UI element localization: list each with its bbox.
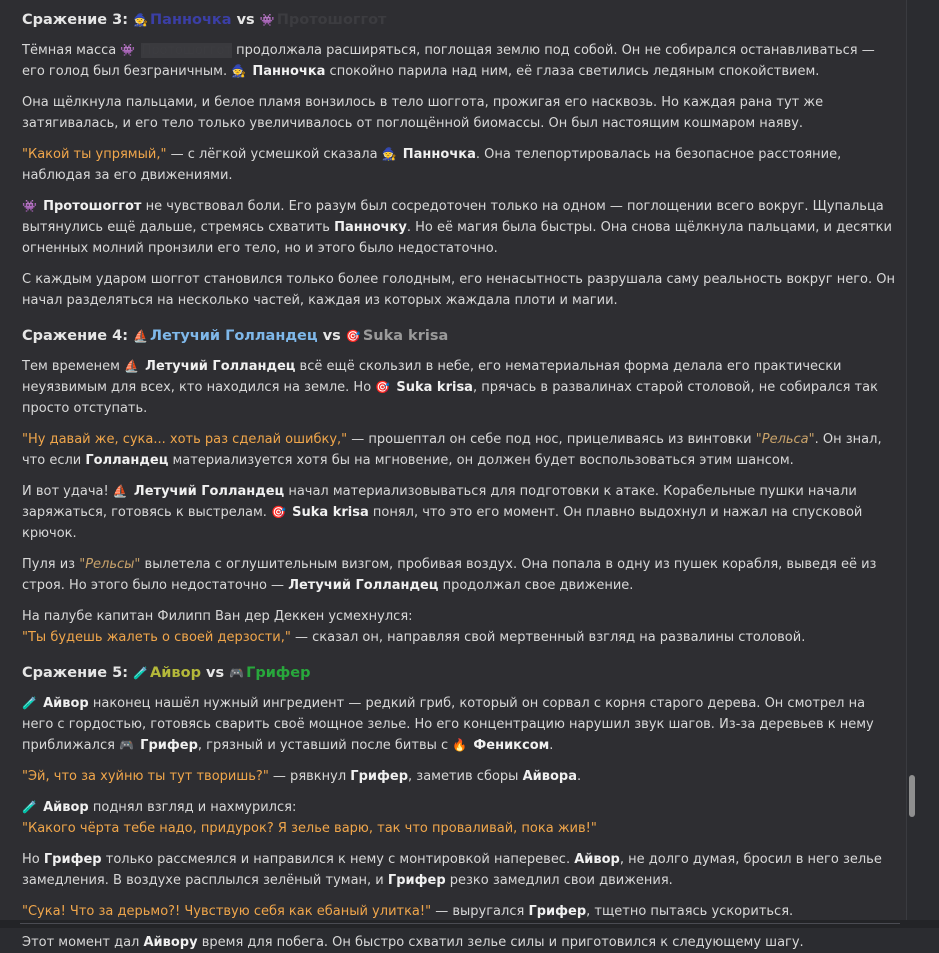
fighter-name: Suka krisa <box>362 328 449 344</box>
paragraph: "Эй, что за хуйню ты тут творишь?" — рявкнул Грифер, заметив сборы Айвора. <box>22 769 582 784</box>
witch-icon: 🧙 <box>231 64 247 78</box>
battle-title: Сражение 3: <box>22 12 129 28</box>
mention: Протошоггот <box>141 43 232 58</box>
battle-3-heading <box>22 11 896 30</box>
target-icon: 🎯 <box>375 380 391 394</box>
paragraph: "Какого чёрта тебе надо, придурок? Я зелье варю, так что проваливай, пока жив!" <box>22 821 597 836</box>
paragraph: "Ну давай же, сука... хоть раз сделай ошибку," — прошептал он себе под нос, прицеливаясь из винтовки "Рельса". Он знал, что если Голландец материализуется хотя бы на мгновение, он должен будет воспользоваться этим шансом. <box>22 432 882 468</box>
paragraph: С каждым ударом шоггот становился только более голодным, его ненасытность разрушала саму реальность вокруг него. Он начал разделяться на несколько частей, каждая из которых жаждала плоти и магии. <box>22 272 895 308</box>
paragraph: И вот удача! ⛵ Летучий Голландец начал материализовываться для подготовки к атаке. Корабельные пушки начали заряжаться, готовясь к выстрелам. 🎯 Suka krisa понял, что это его момент. Он плавно выдохнул и нажал на спусковой крючок. <box>22 481 896 544</box>
witch-icon: 🧙 <box>381 147 397 161</box>
battle-title: Сражение 5: <box>22 665 129 681</box>
paragraph: Она щёлкнула пальцами, и белое пламя вонзилось в тело шоггота, прожигая его насквозь. Но каждая рана тут же затягивалась, и его тело только увеличивалось от поглощённой биомассы. Он был настоящим кошмаром наяву. <box>22 95 824 131</box>
fighter-name: Панночка <box>150 12 232 28</box>
bottom-bar <box>0 920 939 928</box>
paragraph: Пуля из "Рельсы" вылетела с оглушительным визгом, пробивая воздух. Она попала в одну из пушек корабля, выведя её из строя. Но этого было недостаточно — Летучий Голландец продолжал свое движение. <box>22 557 877 593</box>
alien-monster-icon: 👾 <box>120 43 136 57</box>
paragraph: 👾 Протошоггот не чувствовал боли. Его разум был сосредоточен только на одном — поглощении всего вокруг. Щупальца вытянулись ещё дальше, стремясь схватить Панночку. Но её магия была быстры. Она снова щёлкнула пальцами, и десятки огненных молний пронзили его тело, но и этого было недостаточно. <box>22 196 896 259</box>
vs-label: vs <box>206 665 225 681</box>
paragraph: Тем временем ⛵ Летучий Голландец всё ещё скользил в небе, его нематериальная форма делала его практически неуязвимым для всех, кто находился на земле. Но 🎯 Suka krisa, прячась в развалинах старой столовой, не собирался так просто отступать. <box>22 356 896 419</box>
target-icon: 🎯 <box>271 505 287 519</box>
vs-label: vs <box>322 328 341 344</box>
alien-monster-icon: 👾 <box>259 13 275 27</box>
paragraph: 🧪 Айвор поднял взгляд и нахмурился: <box>22 797 896 818</box>
battle-title: Сражение 4: <box>22 328 129 344</box>
witch-icon: 🧙 <box>133 13 149 27</box>
sailboat-icon: ⛵ <box>112 484 128 498</box>
fighter-name: Грифер <box>246 665 311 681</box>
paragraph: "Какой ты упрямый," — с лёгкой усмешкой сказала 🧙 Панночка. Она телепортировалась на безопасное расстояние, наблюдая за его движениями. <box>22 144 896 186</box>
gamepad-icon: 🎮 <box>229 666 245 680</box>
test-tube-icon: 🧪 <box>22 800 37 814</box>
alien-monster-icon: 👾 <box>22 199 37 213</box>
test-tube-icon: 🧪 <box>133 666 149 680</box>
sailboat-icon: ⛵ <box>133 329 149 343</box>
paragraph: Но Грифер только рассмеялся и направился к нему с монтировкой наперевес. Айвор, не долго думая, бросил в него зелье замедления. В воздухе расплылся зелёный туман, и Грифер резко замедлил свои движения. <box>22 852 882 888</box>
battle-5-heading <box>22 664 896 683</box>
scrollbar-thumb[interactable] <box>909 775 915 817</box>
fighter-name: Протошоггот <box>276 12 387 28</box>
fighter-name: Айвор <box>150 665 201 681</box>
paragraph: "Сука! Что за дерьмо?! Чувствую себя как ебаный улитка!" — выругался Грифер, тщетно пытаясь ускориться. <box>22 904 794 919</box>
paragraph: "Ты будешь жалеть о своей дерзости," — сказал он, направляя свой мертвенный взгляд на развалины столовой. <box>22 630 806 645</box>
paragraph: Этот момент дал Айвору время для побега. Он быстро схватил зелье силы и приготовился к следующему шагу. <box>22 935 804 950</box>
scrollbar[interactable] <box>906 0 939 928</box>
test-tube-icon: 🧪 <box>22 696 37 710</box>
sailboat-icon: ⛵ <box>124 359 139 373</box>
fighter-name: Летучий Голландец <box>150 328 318 344</box>
divider <box>20 923 900 924</box>
paragraph: Тёмная масса 👾 Протошоггот продолжала расширяться, поглощая землю под собой. Он не собирался останавливаться — его голод был безграничным. 🧙 Панночка спокойно парила над ним, её глаза светились ледяным спокойствием. <box>22 40 896 82</box>
scrollbar-edge <box>906 0 907 928</box>
battle-4-heading <box>22 327 896 346</box>
paragraph: На палубе капитан Филипп Ван дер Деккен усмехнулся: <box>22 609 413 624</box>
target-icon: 🎯 <box>345 329 361 343</box>
paragraph: 🧪 Айвор наконец нашёл нужный ингредиент — редкий гриб, который он сорвал с корня старого дерева. Он смотрел на него с гордостью, готовясь сварить своё мощное зелье. Но его концентрацию нарушил звук шагов. Из-за деревьев к нему приближался 🎮 Грифер, грязный и уставший после битвы с 🔥 Фениксом. <box>22 693 896 756</box>
gamepad-icon: 🎮 <box>119 738 135 752</box>
fire-icon: 🔥 <box>452 738 468 752</box>
vs-label: vs <box>236 12 255 28</box>
